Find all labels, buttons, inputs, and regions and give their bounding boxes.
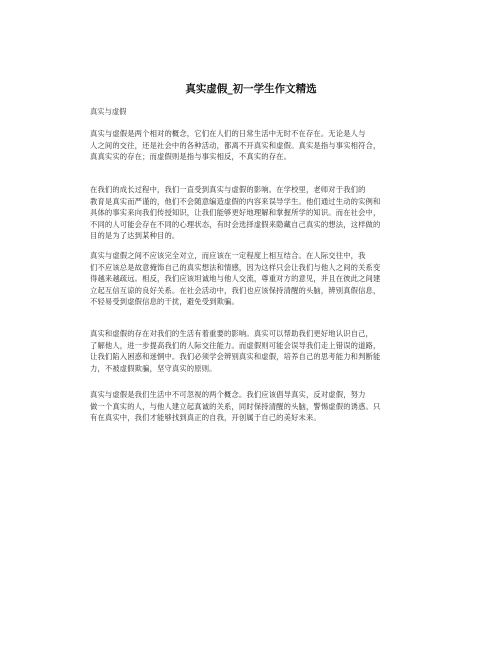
paragraph-line: 目的是为了达到某种目的。 bbox=[90, 231, 180, 240]
paragraph-line: 力，不被虚假欺骗，坚守真实的原则。 bbox=[90, 363, 217, 373]
paragraph-line: 做一个真实的人，与他人建立起真诚的关系，同时保持清醒的头脑，警惕虚假的诱惑。只 bbox=[90, 401, 381, 411]
paragraph-line: 立起互信互谅的良好关系。在社会活动中，我们也应该保持清醒的头脑，辨别真假信息， bbox=[90, 285, 381, 295]
paragraph-line: 具体的事实来向我们传授知识，让我们能够更好地理解和掌握所学的知识。而在社会中， bbox=[90, 208, 381, 217]
paragraph-line: 在我们的成长过程中，我们一直受到真实与虚假的影响。在学校里，老师对于我们的 bbox=[90, 185, 366, 194]
paragraph-line: 真实和虚假的存在对我们的生活有着重要的影响。真实可以帮助我们更好地认识自己， bbox=[90, 329, 373, 338]
paragraph-3 bbox=[90, 250, 420, 308]
paragraph-line: 真实与虚假是两个相对的概念，它们在人们的日常生活中无时不在存在。无论是人与 bbox=[90, 129, 366, 138]
paragraph-line: 真实与虚假之间不应该完全对立，而应该在一定程度上相互结合。在人际交往中，我 bbox=[90, 251, 366, 260]
paragraph-line: 们不应该总是故意掩饰自己的真实想法和情感，因为这样只会让我们与他人之间的关系变 bbox=[90, 262, 381, 272]
paragraph-line: 教育是真实而严谨的，他们不会随意编造虚假的内容来误导学生。他们通过生动的实例和 bbox=[90, 196, 381, 206]
paragraph-5 bbox=[90, 389, 420, 424]
paragraph-4 bbox=[90, 328, 420, 374]
paragraph-line: 真实与虚假是我们生活中不可忽视的两个概念。我们应该倡导真实，反对虚假，努力 bbox=[90, 390, 366, 399]
paragraph-line: 真真实实的存在；而虚假则是指与事实相反，不真实的存在。 bbox=[90, 152, 292, 161]
paragraph-2 bbox=[90, 184, 420, 242]
paragraph-1 bbox=[90, 128, 420, 163]
paragraph-line: 不轻易受到虚假信息的干扰，避免受到欺骗。 bbox=[90, 297, 239, 306]
paragraph-line: 不同的人可能会存在不同的心理状态，有时会选择虚假来隐藏自己真实的想法，这样做的 bbox=[90, 219, 381, 229]
paragraph-line: 了解他人，进一步提高我们的人际交往能力。而虚假则可能会误导我们走上错误的道路， bbox=[90, 340, 381, 350]
paragraph-line: 让我们陷入困惑和迷惘中。我们必须学会辨别真实和虚假，培养自己的思考能力和判断能 bbox=[90, 352, 381, 361]
paragraph-line: 有在真实中，我们才能够找到真正的自我，开创属于自己的美好未来。 bbox=[90, 413, 321, 422]
paragraph-line: 人之间的交往，还是社会中的各种活动，都离不开真实和虚假。真实是指与事实相符合， bbox=[90, 140, 381, 150]
paragraph-line: 得越来越疏远。相反，我们应该坦诚地与他人交流，尊重对方的意见，并且在彼此之间建 bbox=[90, 274, 381, 283]
document-subtitle: 真实与虚假 bbox=[90, 107, 127, 116]
document-title: 真实虚假_初一学生作文精选 bbox=[185, 83, 317, 95]
